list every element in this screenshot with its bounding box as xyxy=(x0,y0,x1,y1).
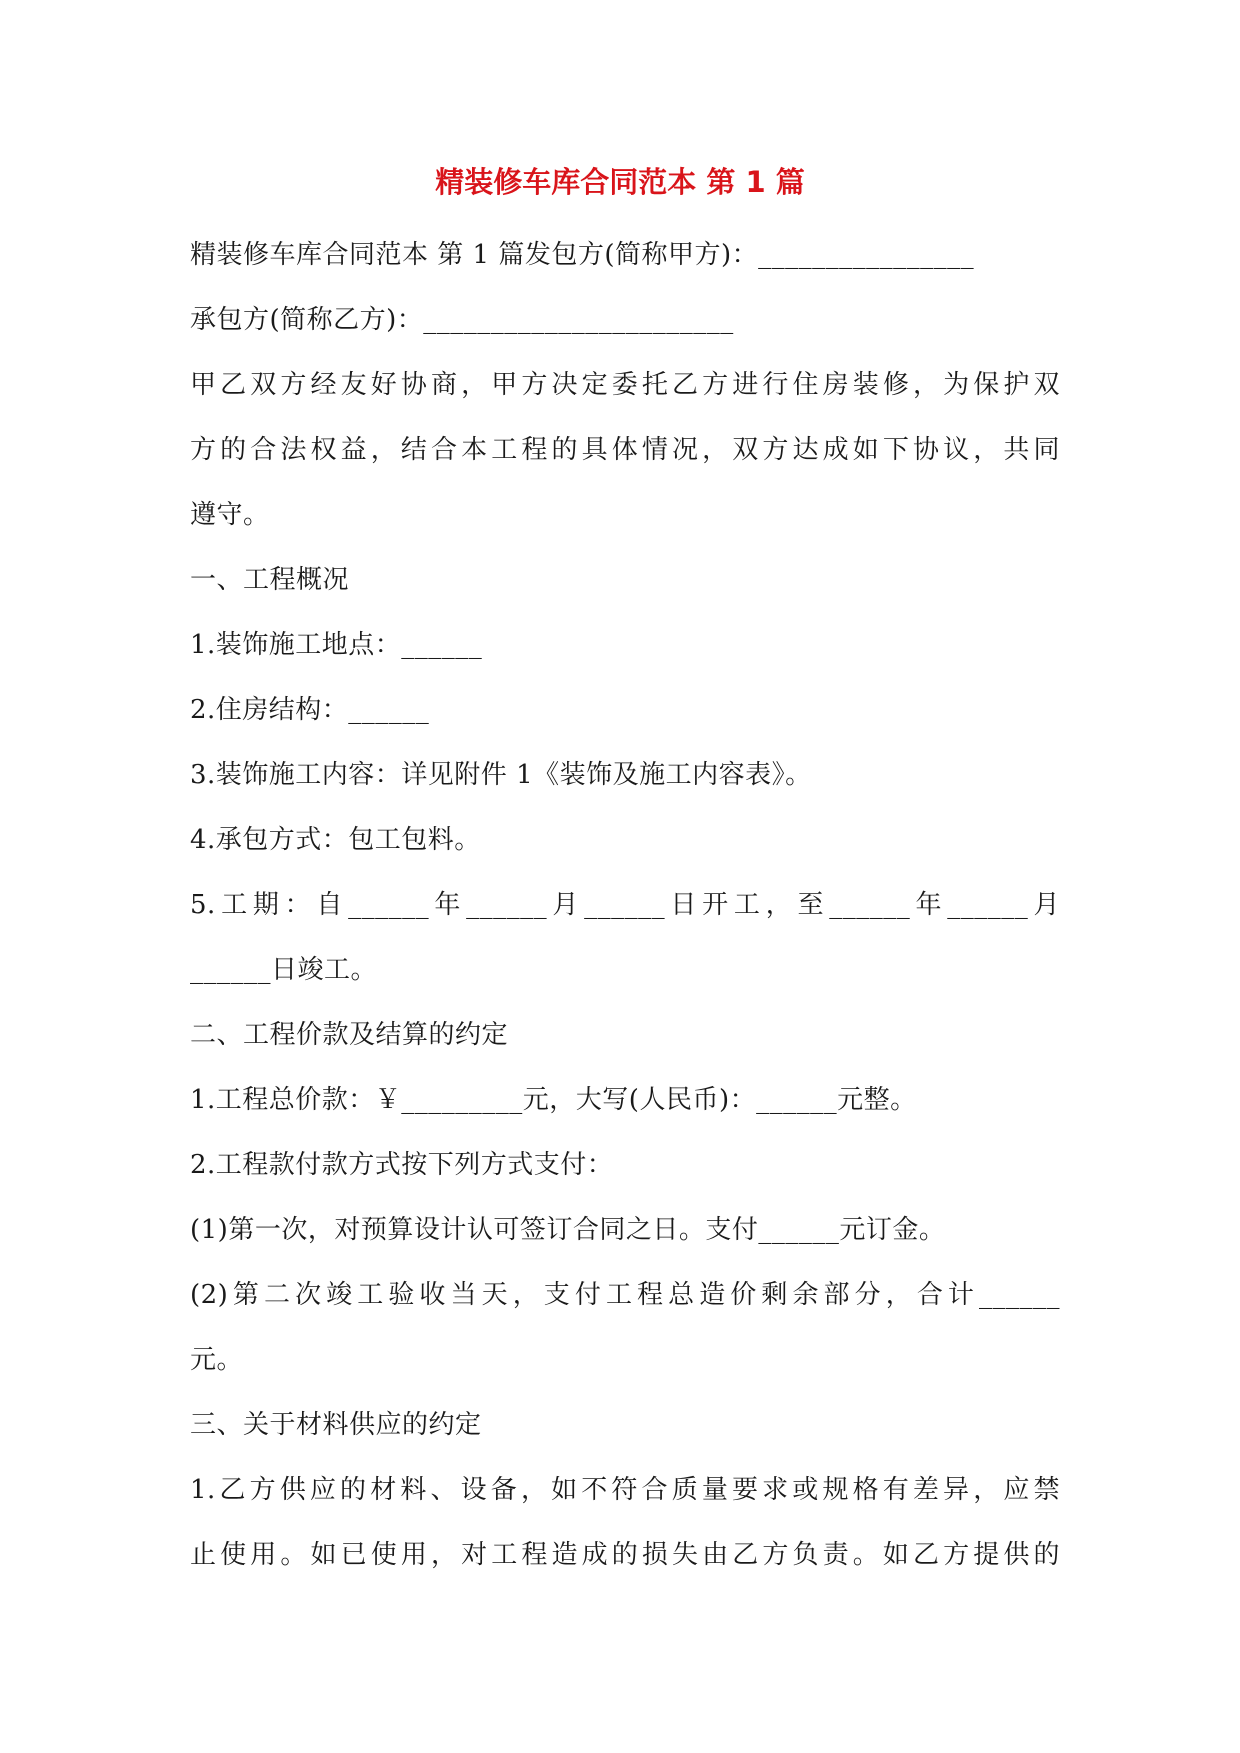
clause-line: 元。 xyxy=(190,1345,244,1375)
party-a-line: 精装修车库合同范本 第 1 篇发包方(简称甲方)：________________ xyxy=(190,240,975,270)
document-body xyxy=(190,223,1060,1588)
clause-line: 止使用。如已使用，对工程造成的损失由乙方负责。如乙方提供的 xyxy=(190,1540,1060,1570)
party-b-line: 承包方(简称乙方)：_______________________ xyxy=(190,305,734,335)
clause-line: 2.住房结构：______ xyxy=(190,695,430,725)
intro-paragraph-line: 方的合法权益，结合本工程的具体情况，双方达成如下协议，共同 xyxy=(190,435,1060,465)
section-heading: 三、关于材料供应的约定 xyxy=(190,1410,482,1440)
clause-line: 1.乙方供应的材料、设备，如不符合质量要求或规格有差异，应禁 xyxy=(190,1475,1060,1505)
clause-line: 4.承包方式：包工包料。 xyxy=(190,825,481,855)
clause-line: 5.工期：自______年______月______日开工，至______年______月 xyxy=(190,890,1060,920)
clause-line: 1.工程总价款：￥_________元，大写(人民币)：______元整。 xyxy=(190,1085,917,1115)
section-heading: 二、工程价款及结算的约定 xyxy=(190,1020,509,1050)
clause-line: 3.装饰施工内容：详见附件 1《装饰及施工内容表》。 xyxy=(190,760,812,790)
document-title: 精装修车库合同范本 第 1 篇 xyxy=(435,165,805,199)
clause-line: 2.工程款付款方式按下列方式支付： xyxy=(190,1150,614,1180)
intro-paragraph-line: 遵守。 xyxy=(190,500,270,530)
clause-line: 1.装饰施工地点：______ xyxy=(190,630,483,660)
intro-paragraph-line: 甲乙双方经友好协商，甲方决定委托乙方进行住房装修，为保护双 xyxy=(190,370,1060,400)
clause-line: (2)第二次竣工验收当天，支付工程总造价剩余部分，合计______ xyxy=(190,1280,1060,1310)
clause-line: ______日竣工。 xyxy=(190,955,378,985)
section-heading: 一、工程概况 xyxy=(190,565,350,595)
clause-line: (1)第一次，对预算设计认可签订合同之日。支付______元订金。 xyxy=(190,1215,946,1245)
